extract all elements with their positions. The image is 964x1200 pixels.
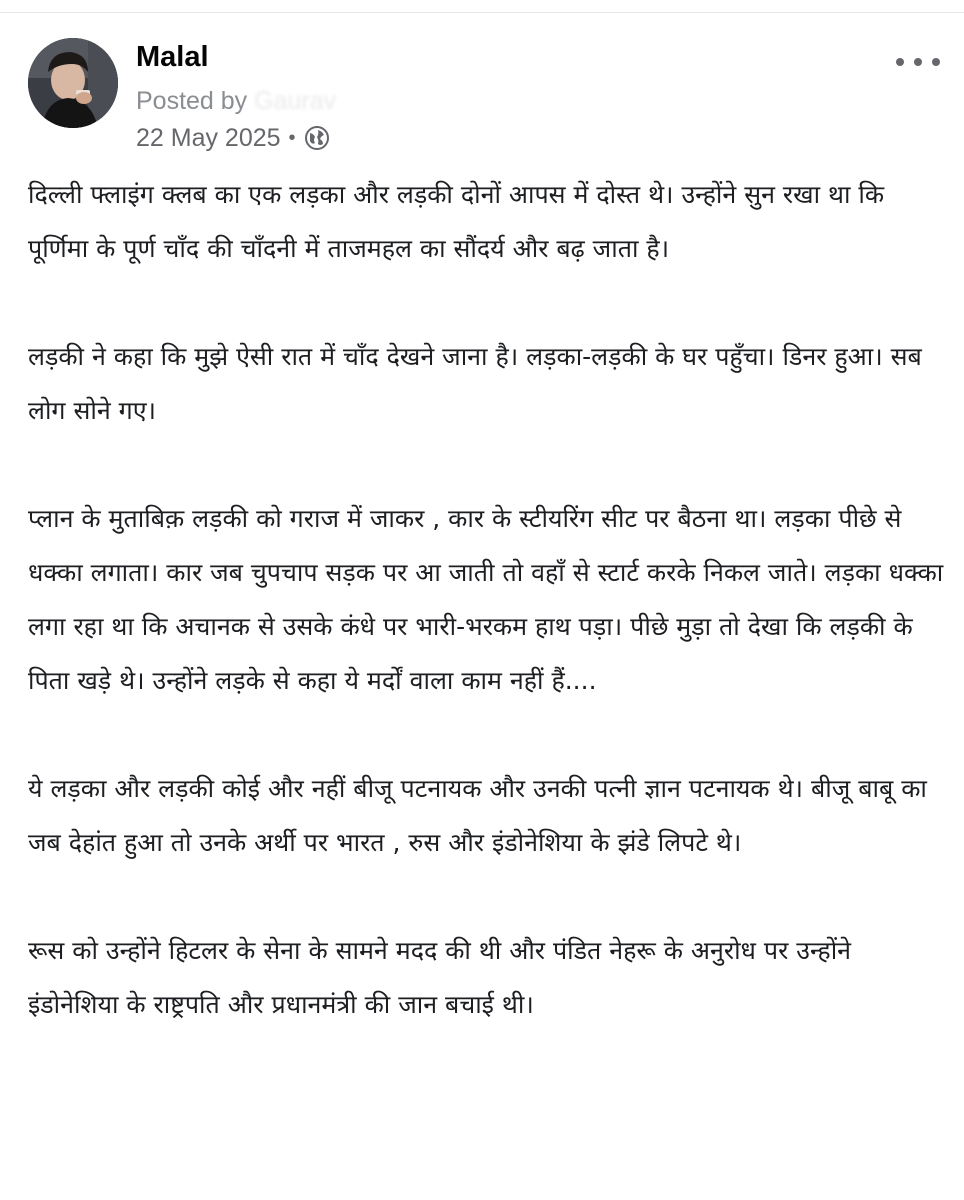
post-paragraph: ये लड़का और लड़की कोई और नहीं बीजू पटनायक और उनकी पत्नी ज्ञान पटनायक थे। बीजू बाबू का जब देहांत हुआ तो उनके अर्थी पर भारत , रुस और इंडोनेशिया के झंडे लिपटे थे। bbox=[28, 774, 927, 857]
post-paragraph: रूस को उन्होंने हिटलर के सेना के सामने मदद की थी और पंडित नेहरू के अनुरोध पर उन्होंने इंडोनेशिया के राष्ट्रपति और प्रधानमंत्री की जान बचाई थी। bbox=[28, 936, 852, 1019]
posted-by-label: Posted by bbox=[136, 87, 248, 115]
more-horizontal-icon bbox=[914, 58, 922, 66]
post-paragraph: दिल्ली फ्लाइंग क्लब का एक लड़का और लड़की दोनों आपस में दोस्त थे। उन्होंने सुन रखा था कि पूर्णिमा के पूर्ण चाँद की चाँदनी में ताजमहल का सौंदर्य और बढ़ जाता है। bbox=[28, 180, 885, 263]
more-options-button[interactable] bbox=[896, 52, 940, 72]
top-divider bbox=[0, 12, 964, 13]
post-header bbox=[28, 38, 940, 154]
more-horizontal-icon bbox=[932, 58, 940, 66]
avatar-image bbox=[28, 38, 118, 128]
more-horizontal-icon bbox=[896, 58, 904, 66]
post-paragraph: लड़की ने कहा कि मुझे ऐसी रात में चाँद देखने जाना है। लड़का-लड़की के घर पहुँचा। डिनर हुआ। सब लोग सोने गए। bbox=[28, 342, 922, 425]
post-meta bbox=[136, 122, 330, 154]
post-body bbox=[28, 168, 948, 1032]
meta-separator: • bbox=[288, 126, 296, 149]
posted-by-name[interactable]: Gaurav bbox=[254, 87, 337, 115]
globe-icon bbox=[304, 125, 330, 151]
post-date[interactable]: 22 May 2025 bbox=[136, 123, 281, 152]
author-name[interactable]: Malal bbox=[136, 41, 209, 73]
avatar[interactable] bbox=[28, 38, 118, 128]
posted-by-line bbox=[136, 86, 336, 116]
post-paragraph: प्लान के मुताबिक़ लड़की को गराज में जाकर , कार के स्टीयरिंग सीट पर बैठना था। लड़का पीछे से धक्का लगाता। कार जब चुपचाप सड़क पर आ जाती तो वहाँ से स्टार्ट करके निकल जाते। लड़का धक्का लगा रहा था कि अचानक से उसके कंधे पर भारी-भरकम हाथ पड़ा। पीछे मुड़ा तो देखा कि लड़की के पिता खड़े थे। उन्होंने लड़के से कहा ये मर्दों वाला काम नहीं हैं.... bbox=[28, 504, 944, 695]
